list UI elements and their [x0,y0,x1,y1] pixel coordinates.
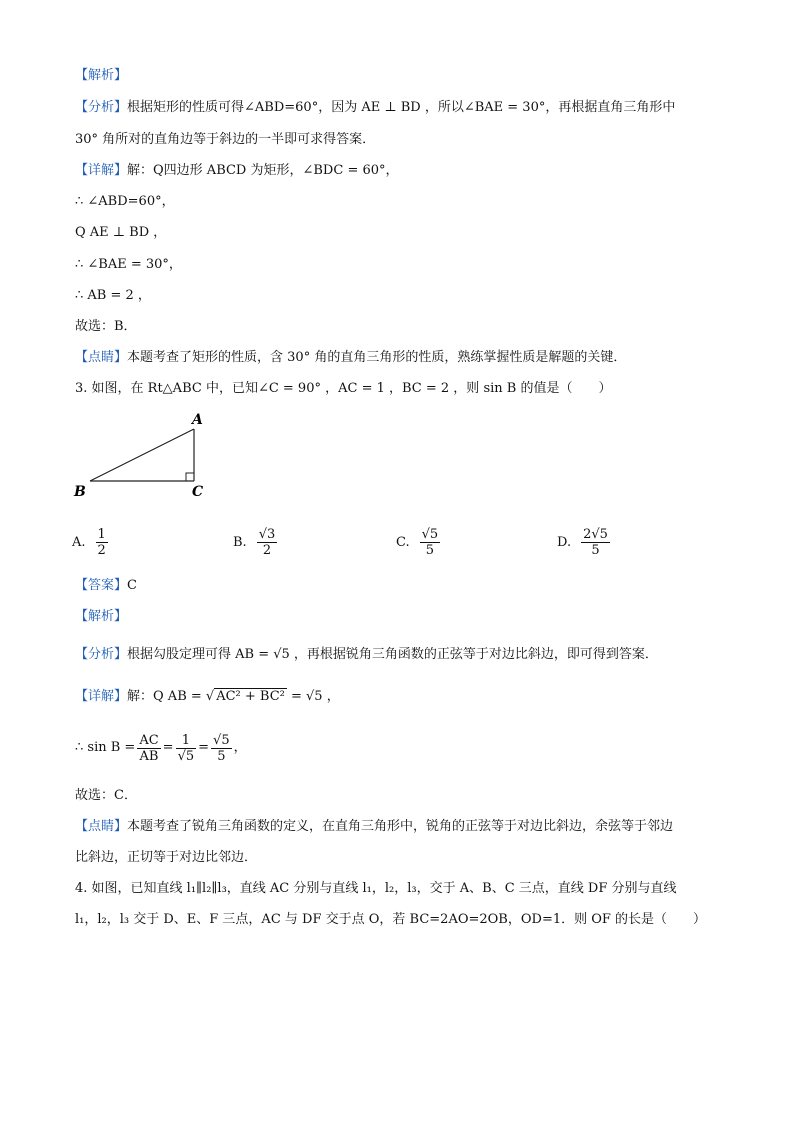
analysis-text-2: 根据勾股定理可得 AB = √5 ，再根据锐角三角函数的正弦等于对边比斜边，即可得到答案． [127,647,658,662]
vertex-a-label: A [192,412,203,428]
fraction-root5-5: $\frac{√5}{5}$ [213,732,230,764]
option-a-label: A. [72,534,86,550]
analysis-line-1 [75,99,675,117]
step-2: Q AE ⊥ BD ， [75,225,167,240]
sin-prefix: ∴ sin B = [75,740,136,755]
option-d [557,522,612,562]
equals-sign-1: = [162,740,174,755]
vertex-c-label: C [192,484,204,500]
detail-radicand: AC² + BC² [216,689,285,704]
analysis-tag: 【分析】 [75,100,128,115]
answer-tag: 【答案】 [75,578,128,593]
option-a [72,522,110,562]
comment-tag: 【点睛】 [75,350,128,365]
question-4-line-1: 4. 如图，已知直线 l₁∥l₂∥l₃，直线 AC 分别与直线 l₁，l₂，l₃，交于 A、B、C 三点，直线 DF 分别与直线 [75,881,677,896]
fraction-ac-ab: $\frac{AC}{AB}$ [139,732,159,764]
option-b [233,522,279,562]
equals-sign-2: = [198,740,210,755]
analysis-tag-2: 【分析】 [75,647,128,662]
analysis-text: 根据矩形的性质可得∠ABD=60°，因为 AE ⊥ BD ，所以∠BAE = 30°，再根据直角三角形中 [127,100,676,115]
option-b-fraction: $\frac{√3}{2}$ [258,526,276,558]
sin-equation [75,728,247,768]
detail-tag-2: 【详解】 [75,689,128,704]
step-1: ∴ ∠ABD=60°， [75,194,175,209]
fraction-1-root5: $\frac{1}{√5}$ [177,732,195,764]
comment-text: 本题考查了矩形的性质，含 30° 角的直角三角形的性质，熟练掌握性质是解题的关键． [127,350,627,365]
option-c [396,522,442,562]
detail-tag: 【详解】 [75,163,128,178]
triangle-figure [70,408,220,500]
option-d-fraction: $\frac{2√5}{5}$ [583,526,608,558]
comment-line-1 [75,349,626,367]
option-c-label: C. [396,534,410,550]
answer-3: 故选：C． [75,788,137,803]
option-c-fraction: $\frac{√5}{5}$ [421,526,439,558]
comment-line-3b: 比斜边，正切等于对边比邻边． [75,850,258,865]
option-d-label: D. [557,534,572,550]
detail-line-3 [75,688,340,706]
detail-post: = √5 ， [286,689,340,704]
option-b-label: B. [233,534,247,550]
detail-text: 解：Q四边形 ABCD 为矩形，∠BDC = 60°， [127,163,399,178]
detail-line-1 [75,162,399,180]
answer-line-3 [75,577,137,595]
comment-text-2a: 本题考查了锐角三角函数的定义，在直角三角形中，锐角的正弦等于对边比斜边，余弦等于邻边 [127,819,674,834]
analysis-line-2: 30° 角所对的直角边等于斜边的一半即可求得答案． [75,132,376,147]
analysis-line-3 [75,646,658,664]
step-3: ∴ ∠BAE = 30°， [75,257,182,272]
answer-value: C [127,578,137,593]
comment-line-3a [75,818,673,836]
jiexi-header-1: 【解析】 [75,68,128,83]
sin-end: ， [233,740,247,755]
jiexi-header-2: 【解析】 [75,609,128,624]
answer-1: 故选：B． [75,319,137,334]
question-4-line-2: l₁，l₂，l₃ 交于 D、E、F 三点，AC 与 DF 交于点 O，若 BC=2AO=2OB，OD=1．则 OF 的长是（ ） [75,912,707,927]
question-3-stem: 3. 如图，在 Rt△ABC 中，已知∠C = 90° ，AC = 1 ，BC = 2 ，则 sin B 的值是（ ） [75,381,612,396]
comment-tag-2: 【点睛】 [75,819,128,834]
vertex-b-label: B [74,484,86,500]
option-a-fraction: $\frac{1}{2}$ [97,526,106,558]
step-4: ∴ AB = 2 ， [75,288,151,303]
detail-pre: 解：Q AB = √ [127,689,215,704]
